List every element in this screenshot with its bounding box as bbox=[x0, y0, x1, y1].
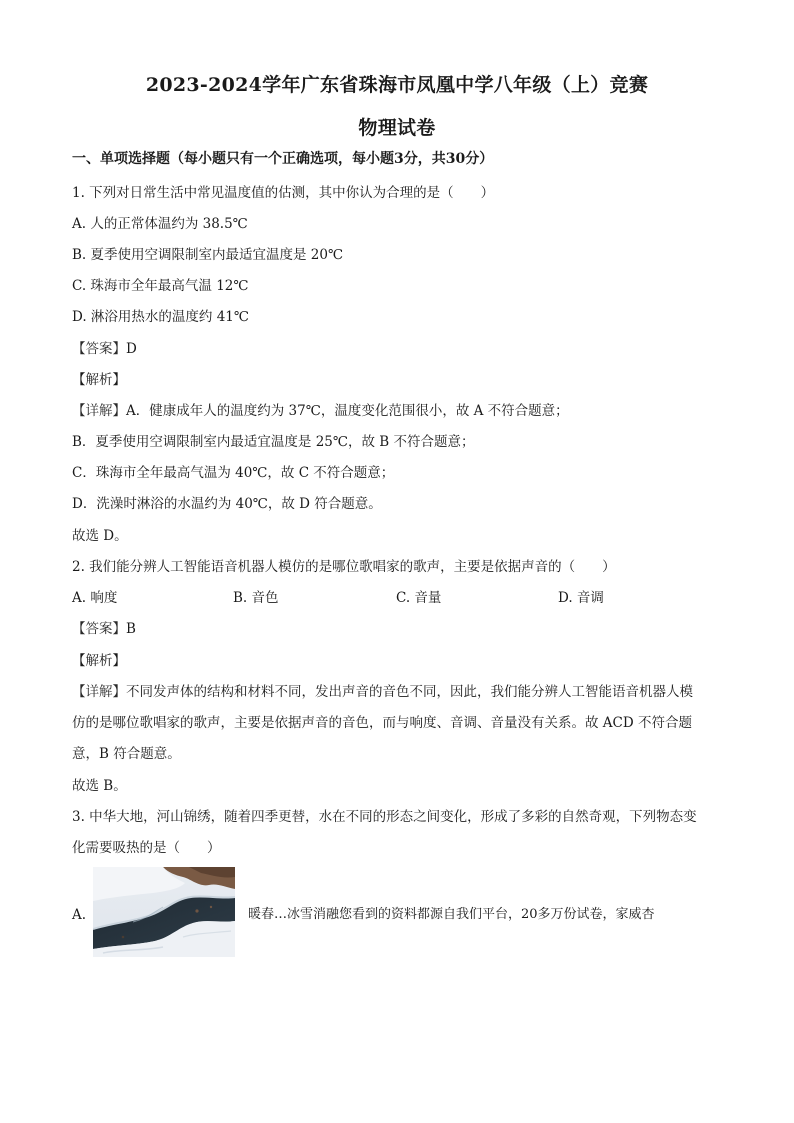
question-1-option-a: A. 人的正常体温约为 38.5℃ bbox=[72, 216, 248, 232]
question-2-detail-1 bbox=[72, 682, 693, 702]
snow-melt-photo bbox=[93, 867, 235, 957]
exam-title: 2023-2024学年广东省珠海市凤凰中学八年级（上）竞赛 bbox=[145, 74, 649, 96]
question-2-stem: 2. 我们能分辨人工智能语音机器人模仿的是哪位歌唱家的歌声，主要是依据声音的（ ） bbox=[72, 559, 616, 575]
question-2-option-a: A. 响度 bbox=[72, 590, 118, 606]
question-2-conclusion: 故选 B。 bbox=[72, 778, 127, 794]
question-3-option-a-text: 暖春…冰雪消融您看到的资料都源自我们平台，20多万份试卷，家威杏 bbox=[248, 907, 655, 922]
answer-label: 【答案】 bbox=[72, 621, 126, 637]
detail-label: 【详解】 bbox=[72, 684, 126, 700]
question-2-detail-3: 意，B 符合题意。 bbox=[72, 746, 181, 762]
question-1-detail-3: C．珠海市全年最高气温为 40℃，故 C 不符合题意； bbox=[72, 465, 395, 481]
question-3-stem-line-2: 化需要吸热的是（ ） bbox=[72, 840, 221, 856]
question-1-conclusion: 故选 D。 bbox=[72, 528, 128, 544]
question-1-detail-4: D．洗澡时淋浴的水温约为 40℃，故 D 符合题意。 bbox=[72, 496, 382, 512]
question-2-option-d: D. 音调 bbox=[558, 590, 604, 606]
exam-subtitle: 物理试卷 bbox=[358, 117, 436, 139]
question-2-answer bbox=[72, 619, 136, 639]
question-1-option-d: D. 淋浴用热水的温度约 41℃ bbox=[72, 309, 249, 325]
question-1-option-c: C. 珠海市全年最高气温 12℃ bbox=[72, 278, 249, 294]
question-1-analysis-label: 【解析】 bbox=[72, 372, 126, 388]
answer-value: B bbox=[126, 621, 136, 637]
question-3-stem-line-1: 3. 中华大地，河山锦绣，随着四季更替，水在不同的形态之间变化，形成了多彩的自然奇观，下列物态变 bbox=[72, 809, 697, 825]
section-heading: 一、单项选择题（每小题只有一个正确选项，每小题3分，共30分） bbox=[72, 151, 494, 167]
question-1-detail-2: B．夏季使用空调限制室内最适宜温度是 25℃，故 B 不符合题意； bbox=[72, 434, 475, 450]
question-1-answer bbox=[72, 339, 137, 359]
question-2-analysis-label: 【解析】 bbox=[72, 653, 126, 669]
detail-text: 不同发声体的结构和材料不同，发出声音的音色不同，因此，我们能分辨人工智能语音机器人模 bbox=[126, 684, 693, 700]
question-1-detail-1 bbox=[72, 401, 569, 421]
question-2-detail-2: 仿的是哪位歌唱家的歌声，主要是依据声音的音色，而与响度、音调、音量没有关系。故 ACD 不符合题 bbox=[72, 715, 692, 731]
question-2-option-c: C. 音量 bbox=[396, 590, 442, 606]
answer-value: D bbox=[126, 341, 137, 357]
question-1-stem: 1. 下列对日常生活中常见温度值的估测，其中你认为合理的是（ ） bbox=[72, 185, 495, 201]
detail-text: A．健康成年人的温度约为 37℃，温度变化范围很小，故 A 不符合题意； bbox=[126, 403, 569, 419]
question-2-option-b: B. 音色 bbox=[233, 590, 279, 606]
detail-label: 【详解】 bbox=[72, 403, 126, 419]
question-1-option-b: B. 夏季使用空调限制室内最适宜温度是 20℃ bbox=[72, 247, 344, 263]
answer-label: 【答案】 bbox=[72, 341, 126, 357]
question-3-option-a-letter: A. bbox=[72, 907, 87, 923]
